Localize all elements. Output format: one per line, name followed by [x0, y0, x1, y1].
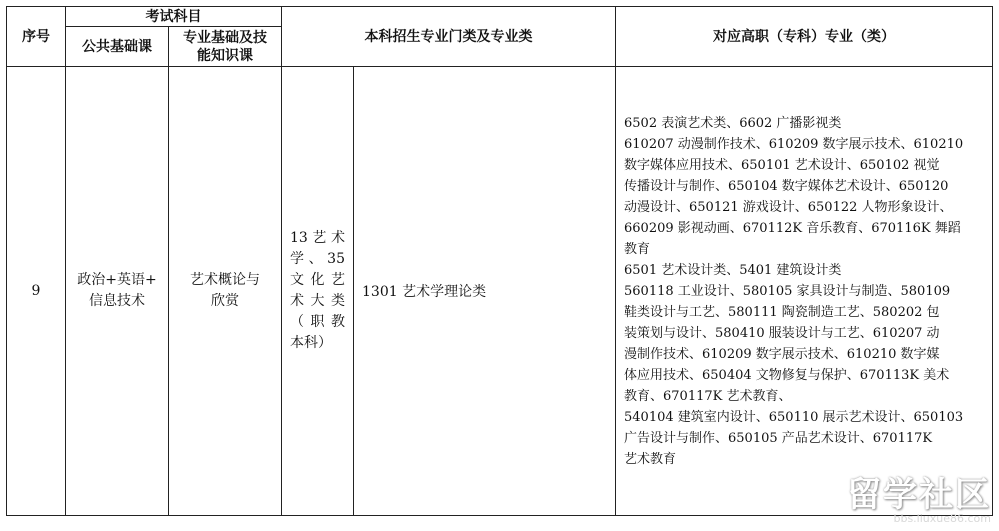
row-vocational-majors — [616, 67, 993, 516]
vocational-line: 560118 工业设计、580105 家具设计与制造、580109 — [624, 283, 951, 299]
row-undergrad-major: 1301 艺术学理论类 — [354, 67, 616, 516]
row-public-course-line1: 政治+英语+ — [77, 272, 157, 288]
header-public-course: 公共基础课 — [66, 27, 169, 67]
row-professional-course — [169, 67, 282, 516]
row-category-line: 术 大 类 — [290, 293, 345, 309]
vocational-line: 装策划与设计、580410 服装设计与工艺、610207 动 — [624, 325, 940, 341]
row-category-line: （ 职 教 — [290, 314, 345, 330]
header-vocational-major: 对应高职（专科）专业（类） — [616, 7, 993, 67]
header-exam-subjects: 考试科目 — [66, 7, 282, 27]
vocational-line: 体应用技术、650404 文物修复与保护、670113K 美术 — [624, 367, 950, 383]
row-public-course — [66, 67, 169, 516]
vocational-line: 6502 表演艺术类、6602 广播影视类 — [624, 115, 842, 131]
row-category-line: 文 化 艺 — [290, 272, 345, 288]
major-mapping-table — [6, 6, 993, 516]
vocational-line: 6501 艺术设计类、5401 建筑设计类 — [624, 262, 842, 278]
header-undergrad-category: 本科招生专业门类及专业类 — [282, 7, 616, 67]
vocational-line: 数字媒体应用技术、650101 艺术设计、650102 视觉 — [624, 157, 940, 173]
header-professional-course — [169, 27, 282, 67]
vocational-line: 动漫设计、650121 游戏设计、650122 人物形象设计、 — [624, 199, 953, 215]
row-professional-course-line2: 欣赏 — [211, 293, 239, 309]
vocational-line: 660209 影视动画、670112K 音乐教育、670116K 舞蹈 — [624, 220, 961, 236]
vocational-line: 540104 建筑室内设计、650110 展示艺术设计、650103 — [624, 409, 964, 425]
vocational-line: 610207 动漫制作技术、610209 数字展示技术、610210 — [624, 136, 964, 152]
vocational-line: 鞋类设计与工艺、580111 陶瓷制造工艺、580202 包 — [624, 304, 940, 320]
row-category-line: 本科） — [290, 335, 332, 351]
vocational-line: 教育 — [624, 241, 651, 257]
watermark-logo: 留学社区 — [847, 475, 991, 515]
vocational-line: 漫制作技术、610209 数字展示技术、610210 数字媒 — [624, 346, 940, 362]
row-category — [282, 67, 354, 516]
row-seq: 9 — [7, 67, 66, 516]
table-row — [7, 67, 993, 516]
row-public-course-line2: 信息技术 — [89, 293, 145, 309]
vocational-line: 艺术教育 — [624, 451, 677, 467]
watermark-url: bbs.liuxue86.com — [893, 512, 991, 525]
watermark — [847, 467, 991, 525]
row-category-line: 13 艺 术 — [290, 230, 345, 246]
row-professional-course-line1: 艺术概论与 — [190, 272, 260, 288]
vocational-line: 传播设计与制作、650104 数字媒体艺术设计、650120 — [624, 178, 949, 194]
vocational-line: 教育、670117K 艺术教育、 — [624, 388, 792, 404]
header-seq: 序号 — [7, 7, 66, 67]
header-professional-course-line1: 专业基础及技 — [183, 29, 267, 46]
header-professional-course-line2: 能知识课 — [197, 47, 253, 64]
vocational-line: 广告设计与制作、650105 产品艺术设计、670117K — [624, 430, 933, 446]
row-category-line: 学 、 35 — [290, 251, 345, 267]
